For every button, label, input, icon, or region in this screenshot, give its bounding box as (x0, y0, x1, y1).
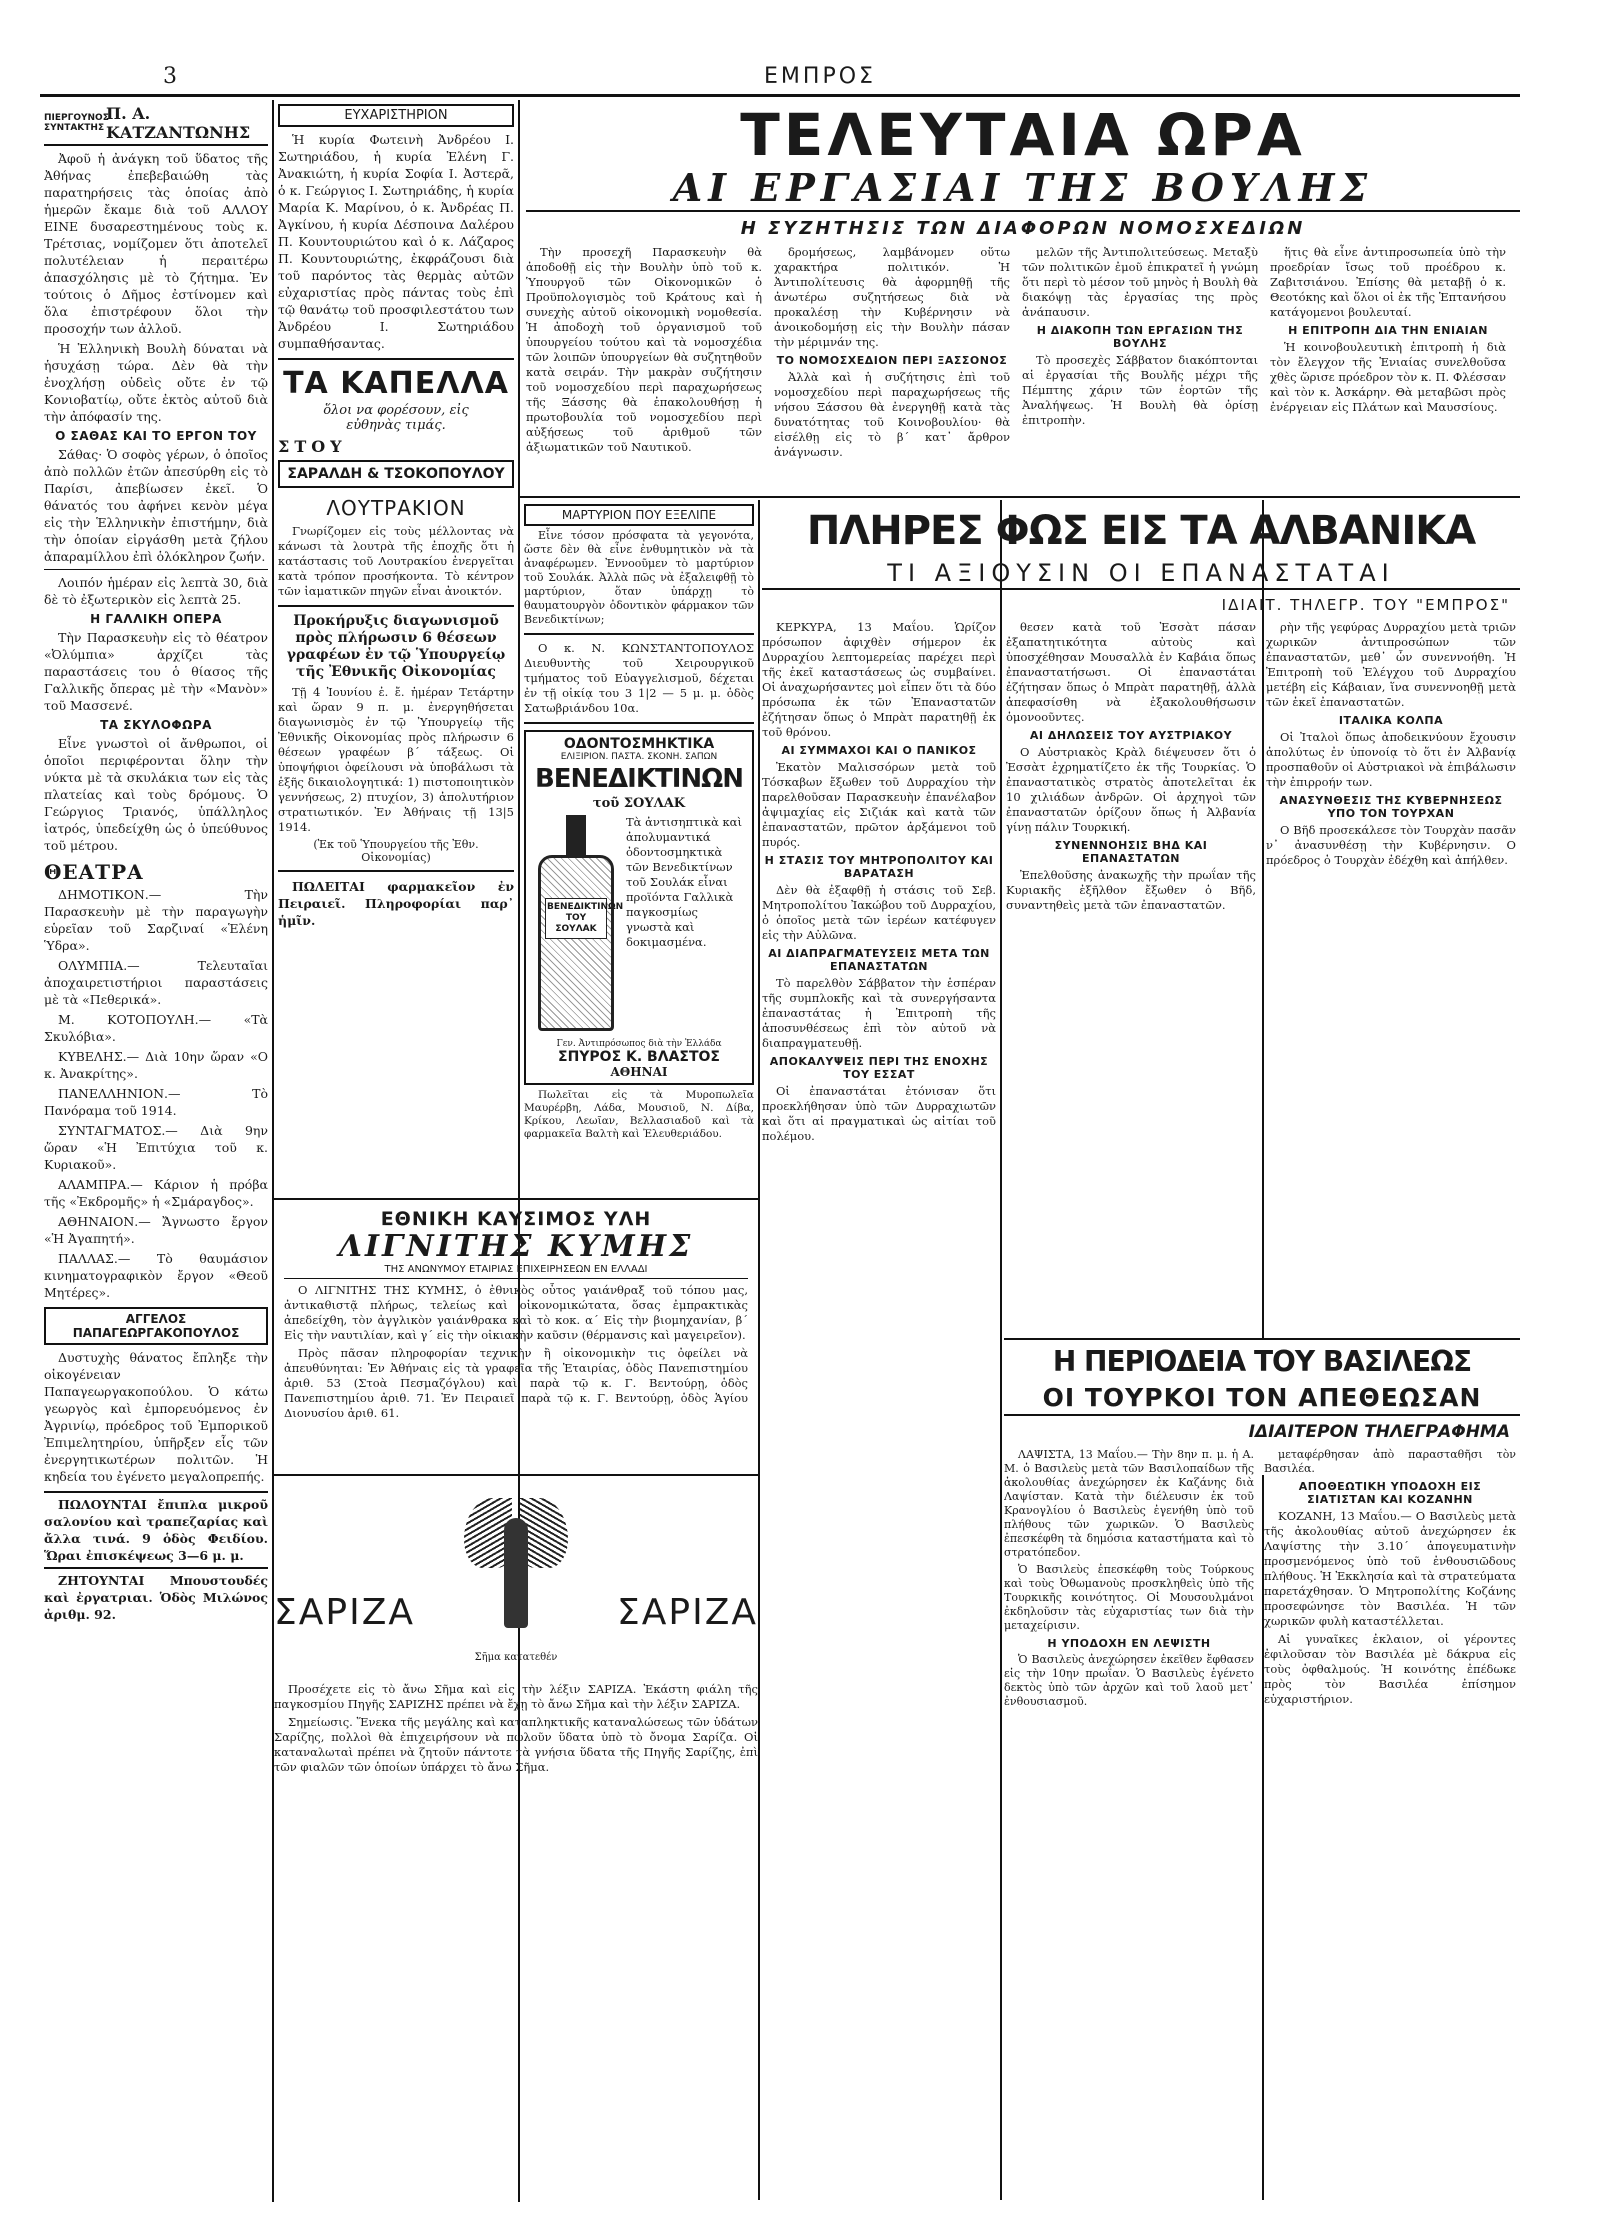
king-subtitle: ΟΙ ΤΟΥΡΚΟΙ ΤΟΝ ΑΠΕΘΕΩΣΑΝ (1004, 1382, 1520, 1416)
theatre-item: ΟΛΥΜΠΙΑ.— Τελευταῖαι ἀποχαιρετιστήριοι παραστάσεις μὲ τὰ «Πεθερικά». (44, 958, 268, 1007)
section-heading: Η ΣΤΑΣΙΣ ΤΟΥ ΜΗΤΡΟΠΟΛΙΤΟΥ ΚΑΙ ΒΑΡΑΤΑΣΗ (764, 854, 994, 880)
parliament-title: ΑΙ ΕΡΓΑΣΙΑΙ ΤΗΣ ΒΟΥΛΗΣ (526, 166, 1520, 212)
king-text: ΚΟΖΑΝΗ, 13 Μαΐου.— Ο Βασιλεὺς μετὰ τῆς ἀκολουθίας αὐτοῦ ἀνεχώρησεν ἐκ Λαψίστης τὴν 3.10΄ ἀπογευματινὴν προσμενόμενος ὑπὸ τοῦ ἐνθουσιῶδους πλήθους. Ἡ Ἐκκλησία καὶ τὰ στρατεύματα παρετάχθησαν. Ὁ Μητροπολίτης Κοζάνης προσεφώνησε τὸν Βασιλέα. Ἡ τῶν χωρικῶν φυλὴ καταστέλλεται. (1264, 1509, 1516, 1628)
parliament-text: Τὴν προσεχῆ Παρασκευὴν θὰ ἀποδοθῇ εἰς τὴν Βουλὴν ὑπὸ τοῦ κ. Ὑπουργοῦ τῶν Οἰκονομικῶν ὁ Προϋπολογισμὸς τοῦ Κράτους καὶ ἡ συνεχὴς αὐτοῦ οἰκονομικὴ νομοθεσία. Ἡ ἀποδοχὴ τοῦ ὀργανισμοῦ τοῦ ὑπουργείου τούτου καὶ τὰ νομοσχέδια τῶν λοιπῶν ὑπουργείων θὰ συζητηθοῦν κατὰ σειράν. Τὴν μακρὰν συζήτησιν τοῦ νομοσχεδίου περὶ παραχωρήσεως τῆς Ξάσσης θὰ ἐπακολουθήσῃ ἡ πρωτοβουλία τοῦ νομοσχεδίου περὶ αὐξήσεως τοῦ ἀριθμοῦ τῶν ἀξιωματικῶν τοῦ Ναυτικοῦ. (526, 245, 762, 454)
parliament-text: Ἡ κοινοβουλευτικὴ ἐπιτροπὴ ἡ διὰ τὸν ἔλεγχον τῆς Ἑνιαίας συνελθοῦσα χθὲς ὥρισε πρόεδρον τὸν κ. Π. Φλέσσαν καὶ τὸν κ. Ἀσκάρην. Θὰ μεταβῶσι πρὸς ἐνέργειαν εἰς Πλάτων καὶ Μαυσσίους. (1270, 340, 1506, 414)
coal-heading-3: ΤΗΣ ΑΝΩΝΥΜΟΥ ΕΤΑΙΡΙΑΣ ΕΠΙΧΕΙΡΗΣΕΩΝ ΕΝ ΕΛΛΑΔΙ (284, 1264, 748, 1279)
notice-sign: (Ἐκ τοῦ Ὑπουργείου τῆς Ἐθν. Οἰκονομίας) (313, 838, 479, 864)
bottle-label: ΒΕΝΕΔΙΚΤΙΝΩΝ ΤΟΥ ΣΟΥΛΑΚ (545, 898, 607, 939)
albanian-text: Δὲν θὰ ἐξαφθῇ ἡ στάσις τοῦ Σεβ. Μητροπολίτου Ἰακώβου τοῦ Δυρραχίου, ὁ ὁποῖος μετὰ τῶν ἰερέων κατέφυγεν εἰς τὴν Αὐλῶνα. (762, 883, 996, 942)
page-number: 3 (163, 64, 177, 89)
martyrion-text: Εἶνε τόσον πρόσφατα τὰ γεγονότα, ὥστε δὲν θὰ εἶνε ἐνθυμητικὸν νὰ τὰ ἀναφέρωμεν. Ἐννοοῦμεν τὸ μαρτύριον τοῦ Σουλάκ. Ἀλλὰ πῶς νὰ ἐξαλειφθῇ τὸ μαρτύριον, ὅταν ὑπάρχῃ τὸ θαυματουργὸν ὀδοντικὸν φάρμακον τῶν Βενεδικτίνων; (524, 529, 754, 626)
benedictine-ad (524, 730, 754, 1085)
ad-text: Τὰ ἀντισηπτικὰ καὶ ἀπολυμαντικά ὀδοντοσμηκτικὰ τῶν Βενεδικτίνων τοῦ Σουλάκ εἶναι προϊόντα Γαλλικὰ παγκοσμίως γνωστὰ καὶ δοκιμασμένα. (626, 815, 742, 949)
king-title: Η ΠΕΡΙΟΔΕΙΑ ΤΟΥ ΒΑΣΙΛΕΩΣ (1052, 1345, 1472, 1378)
albanian-text: Οἱ Ἰταλοὶ ὅπως ἀποδεικνύουν ἔχουσιν ἀπολύτως ἐν ὑπονοίᾳ τὸ ὅτι ἐν Ἀλβανίᾳ προσπαθοῦν οἱ Αὐστριακοὶ νὰ ἐπιβάλωσιν τὴν ἐπιρροήν των. (1266, 730, 1516, 789)
obituary-heading: ΑΓΓΕΛΟΣ ΠΑΠΑΓΕΩΡΓΑΚΟΠΟΥΛΟΣ (44, 1307, 268, 1345)
section-heading: ΑΠΟΚΑΛΥΨΕΙΣ ΠΕΡΙ ΤΗΣ ΕΝΟΧΗΣ ΤΟΥ ΕΣΣΑΤ (769, 1055, 989, 1081)
last-hour-title: ΤΕΛΕΥΤΑΙΑ ΩΡΑ (740, 104, 1306, 169)
theatre-item: ΠΑΝΕΛΛΗΝΙΟΝ.— Τὸ Πανόραμα τοῦ 1914. (44, 1086, 268, 1118)
parliament-text: Ἀλλὰ καὶ ἡ συζήτησις ἐπὶ τοῦ νομοσχεδίου περὶ παραχωρήσεως τῆς νήσου Ξάσσου θὰ ἐνεργηθῇ κατὰ τὰς δυνατότητας τοῦ Κοινοβουλίου· θὰ εἰσέλθῃ εἰς τὸ β΄ κατ᾽ ἄρθρον ἀνάγνωσιν. (774, 370, 1010, 459)
section-heading: ΑΠΟΘΕΩΤΙΚΗ ΥΠΟΔΟΧΗ ΕΙΣ ΣΙΑΤΙΣΤΑΝ ΚΑΙ ΚΟΖΑΝΗΝ (1298, 1480, 1482, 1506)
section-heading: ΤΑ ΣΚΥΛΟΦΩΡΑ (100, 718, 212, 732)
hat-ad-sub: ὅλοι να φορέσουν, εἰς εὐθηνὰς τιμάς. (323, 403, 469, 433)
agent-label: Γεν. Ἀντιπρόσωπος διὰ τὴν Ἑλλάδα (556, 1039, 722, 1049)
albanian-subtitle: ΤΙ ΑΞΙΟΥΣΙΝ ΟΙ ΕΠΑΝΑΣΤΑΤΑΙ (762, 558, 1520, 590)
agent-city: ΑΘΗΝΑΙ (610, 1065, 668, 1079)
sold-text: Πωλεῖται εἰς τὰ Μυροπωλεῖα Μαυρέρβη, Λάδα, Μουσιοῦ, Ν. Δίβα, Κρίκου, Λεωῖαν, Βελλασιαδοῦ καὶ τὰ φαρμακεῖα Βαλτὴ καὶ Ἐλευθεριάδου. (524, 1089, 754, 1140)
bottle-illustration (532, 815, 624, 1035)
theatres-heading: ΘΕΑΤΡΑ (44, 860, 144, 884)
col-rule-3 (758, 500, 760, 2200)
loutraki-heading: ΛΟΥΤΡΑΚΙΟΝ (326, 496, 466, 520)
section-heading: ΑΝΑΣΥΝΘΕΣΙΣ ΤΗΣ ΚΥΒΕΡΝΗΣΕΩΣ ΥΠΟ ΤΟΝ ΤΟΥΡΧΑΝ (1279, 794, 1503, 820)
king-section (1004, 1342, 1520, 2200)
hat-ad-title: ΤΑ ΚΑΠΕΛΛΑ (283, 366, 509, 401)
ad-brand-of: τοῦ ΣΟΥΛΑΚ (592, 796, 686, 811)
albanian-text: θεσεν κατὰ τοῦ Ἐσσὰτ πάσαν ἐξαπατητικότητα αὐτοὺς καὶ ὑποσχέθησαν Μουσαλλὰ ἐν Καβάια ὅπως ἐπαναστατήσωσι. Οἱ ἐπαναστάται ἐζήτησαν ὅπως ὁ Μπρὰτ παρατηθῇ, ἀλλὰ ἀπεφασίσθη νὰ ἐξακολουθήσωσιν ὁμονοοῦντες. (1006, 620, 1256, 724)
albanian-telegram: ΙΔΙΑΙΤ. ΤΗΛΕΓΡ. ΤΟΥ "ΕΜΠΡΟΣ" (1221, 596, 1510, 614)
notice-text: Τῇ 4 Ἰουνίου ἐ. ἔ. ἡμέραν Τετάρτην καὶ ὥραν 9 π. μ. ἐνεργηθήσεται διαγωνισμὸς ἐν τῷ Ὑπουργείῳ τῆς Ἐθνικῆς Οἰκονομίας πρὸς πλήρωσιν 6 θέσεων γραφέων β΄ τάξεως. Οἱ ὑποψήφιοι ὀφείλουσι νὰ ὑποβάλωσι τὰ ἑξῆς δικαιολογητικά: 1) πιστοποιητικὸν γεννήσεως, 2) πτυχίον, 3) ἀπολυτήριον στρατιωτικόν. Ἐν Ἀθήναις τῇ 13|5 1914. (278, 685, 514, 834)
col1-paragraph: Ἡ Ἑλληνικὴ Βουλὴ δύναται νὰ ἡσυχάσῃ τώρα. Δὲν θὰ τὴν ἐνοχλήσῃ οὐδεὶς οὔτε ἐν τῷ Κονιοβατίῳ, οὔτε ἐκτὸς αὐτοῦ διὰ τὴν ἀπόφασίν της. (44, 341, 268, 424)
col1-paragraph: Δυστυχὴς θάνατος ἔπληξε τὴν οἰκογένειαν Παπαγεωργακοπούλου. Ὁ κάτω γεωργὸς καὶ ἐμπορευόμενος ἐν Ἀγρινίῳ, πρόεδρος τοῦ Ἐμπορικοῦ Ἐπιμελητηρίου, ὑπῆρξεν εἷς τῶν ἐνεργητικωτέρων πολιτῶν. Ἡ κηδεία του ἐγένετο μεγαλοπρεπής. (44, 1350, 268, 1484)
coal-ad (274, 1198, 758, 1476)
albanian-text: Ἐπελθοῦσης ἀνακωχῆς τὴν πρωΐαν τῆς Κυριακῆς ἐξῆλθον ἔξωθεν ὁ Βῆδ, συναντηθεὶς μετὰ τῶν ἐπαναστατῶν. (1006, 868, 1256, 912)
thanks-heading: ΕΥΧΑΡΙΣΤΗΡΙΟΝ (278, 104, 514, 127)
theatre-item: ΣΥΝΤΑΓΜΑΤΟΣ.— Διὰ 9ην ὥραν «Ἡ Ἐπιτύχια τοῦ κ. Κυριακοῦ». (44, 1123, 268, 1172)
section-heading: ΑΙ ΔΗΛΩΣΕΙΣ ΤΟΥ ΑΥΣΤΡΙΑΚΟΥ (1029, 729, 1233, 742)
last-hour-section (526, 104, 1520, 492)
sariza-text: Σημείωσις. Ἕνεκα τῆς μεγάλης καὶ καταπληκτικῆς καταναλώσεως τῶν ὑδάτων Σαρίζης, πολλοὶ θὰ ἐπιχειρήσουν νὰ πωλοῦν ὕδατα ὑπὸ τὸ ὄνομα Σαρίζα. Οἱ καταναλωταὶ πρέπει νὰ ζητοῦν πάντοτε τὰ γνήσια ὕδατα τῆς Πηγῆς Σαρίζης, ἐπὶ τῶν φιαλῶν τῶν ὁποίων ὑπάρχει τὸ ἄνω Σῆμα. (274, 1715, 758, 1774)
notice-title: Προκήρυξις διαγωνισμοῦ πρὸς πλήρωσιν 6 θέσεων γραφέων ἐν τῷ Ὑπουργείῳ τῆς Ἐθνικῆς Οἰκονομίας (286, 613, 506, 680)
pharmacy-ad: ΠΩΛΕΙΤΑΙ φαρμακεῖον ἐν Πειραιεῖ. Πληροφορίαι παρ᾽ ἡμῖν. (278, 879, 514, 928)
section-heading: ΙΤΑΛΙΚΑ ΚΟΛΠΑ (1338, 714, 1444, 727)
col1-paragraph: Ἀφοῦ ἡ ἀνάγκη τοῦ ὕδατος τῆς Ἀθήνας ἐπεβεβαιώθη τὰς παρατηρήσεις τὰς ὁποίας ἀπὸ ἡμερῶν ἔκαμε διὰ τοῦ ΑΛΛΟΥ ΕΙΝΕ δυσαρεστημένους τοὺς κ. Τρέτσιας, νομίζομεν ὅτι ἀποτελεῖ πολυτέλειαν ἡ περαιτέρω ἀπασχόλησις μὲ τὸ ζήτημα. Ἐν τούτοις ὁ Δῆμος ἐστίνομεν καὶ ὅλα ἐπιστρέφουν ὅλοι τὴν προσοχήν των ἀλλοῦ. (44, 151, 268, 336)
albanian-text: Ο Βῆδ προσεκάλεσε τὸν Τουρχὰν πασᾶν ν᾽ ἀνασυνθέσῃ τὴν Κυβέρνησιν. Ο πρόεδρος ὁ Τουρχὰν ἐδέχθη καὶ ἀπήλθεν. (1266, 823, 1516, 867)
theatre-item: ΠΑΛΛΑΣ.— Τὸ θαυμάσιον κινηματογραφικὸν ἔργον «Θεοῦ Μητέρες». (44, 1251, 268, 1300)
hat-ad-stou: ΣΤΟΥ (278, 437, 347, 456)
albanian-section (762, 504, 1520, 1334)
theatre-item: ΚΥΒΕΛΗΣ.— Διὰ 10ην ὥραν «Ο κ. Ἀνακρίτης». (44, 1049, 268, 1081)
sariza-ad (274, 1482, 758, 2200)
col1-paragraph: Εἶνε γνωστοὶ οἱ ἄνθρωποι, οἱ ὁποῖοι περιφέρονται ὅλην τὴν νύκτα μὲ τὰ σκυλάκια των εἰς τὰς πλατείας καὶ τοὺς δρόμους. Ὁ Γεώργιος Τριανός, ὑπάλληλος ἰατρός, ὑπεδείχθη ὡς ὁ ὑπεύθυνος τοῦ μέτρου. (44, 736, 268, 853)
albanian-text: Ο Αὐστριακὸς Κρὰλ διέψευσεν ὅτι ὁ Ἐσσὰτ ἐχρηματίζετο ἐκ τῆς Τουρκίας. Ὁ ἐπαναστατικὸς στρατὸς ἀποτελεῖται ἐκ 10 χιλιάδων ἀνδρῶν. Οἱ ἀρχηγοὶ τῶν ἐπαναστατῶν ὁρίζουν ὅπως ἡ Ἀλβανία γίνῃ πάλιν Τουρκική. (1006, 745, 1256, 834)
angel-logo (464, 1488, 568, 1638)
albanian-text: Τὸ παρελθὸν Σάββατον τὴν ἑσπέραν τῆς συμπλοκῆς καὶ τὰ συνεργήσαντα ἐπαναστάτας ἡ Ἐπιτροπὴ τῆς ἀποσυνθέσεως ἐπὶ τὸν αὐτοῦ νὰ διαπραγματευθῇ. (762, 976, 996, 1050)
theatres-list (44, 886, 268, 1301)
theatre-item: Μ. ΚΟΤΟΠΟΥΛΗ.— «Τὰ Σκυλόβια». (44, 1012, 268, 1044)
king-text: Ὁ Βασιλεὺς ἐπεσκέφθη τοὺς Τούρκους καὶ τοὺς Ὀθωμανοὺς προσκληθεὶς ὑπὸ τῆς Τουρκικῆς κοινότητος. Οἱ Μουσουλμάνοι ἐκδηλοῦσιν τὰς εὐχαριστίας των διὰ τὴν μεταχείρισιν. (1004, 1563, 1254, 1632)
parliament-subtitle: Η ΣΥΖΗΤΗΣΙΣ ΤΩΝ ΔΙΑΦΟΡΩΝ ΝΟΜΟΣΧΕΔΙΩΝ (740, 218, 1306, 239)
section-rule (1004, 1338, 1520, 1340)
theatre-item: ΑΘΗΝΑΙΟΝ.— Ἄγνωστο ἔργον «Ἡ Ἀγαπητή». (44, 1214, 268, 1246)
hat-ad (278, 366, 514, 488)
ad-odont: ΟΔΟΝΤΟΣΜΗΚΤΙΚΑ (563, 736, 715, 752)
col1-paragraph: Σάθας· Ὁ σοφὸς γέρων, ὁ ὁποῖος ἀπὸ πολλῶν ἐτῶν ἀπεσύρθη εἰς τὸ Παρίσι, ἀπεβίωσεν ἐκεῖ. Ὁ θάνατός του ἀφήνει κενὸν μέγα εἰς τὴν Ἑλληνικὴν ἐπιστήμην, διὰ τὴν ὁποίαν εἰργάσθη μετὰ ζήλου ἀπαραμίλλου ἐπὶ ὁλόκληρον ζωήν. (44, 447, 268, 564)
byline (44, 104, 268, 146)
masthead-rule (40, 94, 1520, 97)
section-heading: Η ΔΙΑΚΟΠΗ ΤΩΝ ΕΡΓΑΣΙΩΝ ΤΗΣ ΒΟΥΛΗΣ (1036, 324, 1244, 350)
agent-name: ΣΠΥΡΟΣ Κ. ΒΛΑΣΤΟΣ (558, 1049, 720, 1065)
section-heading: Ο ΣΑΘΑΣ ΚΑΙ ΤΟ ΕΡΓΟΝ ΤΟΥ (55, 429, 257, 443)
martyrion-heading: ΜΑΡΤΥΡΙΟΝ ΠΟΥ ΕΞΕΛΙΠΕ (524, 504, 754, 526)
king-text: Αἱ γυναῖκες ἐκλαιον, οἱ γέροντες ἐφιλοῦσαν τὸν Βασιλέα μὲ δάκρυα εἰς τοὺς ὀφθαλμούς. Ἡ κοινότης ἐπέδωκε πρὸς τὸν Βασιλέα ἐπίσημον εὐχαριστήριον. (1264, 1632, 1516, 1706)
sariza-text: Προσέχετε εἰς τὸ ἄνω Σῆμα καὶ εἰς τὴν λέξιν ΣΑΡΙΖΑ. Ἐκάστη φιάλη τῆς παγκοσμίου Πηγῆς ΣΑΡΙΖΗΣ πρέπει νὰ ἔχῃ τὸ ἄνω Σῆμα καὶ τὴν λέξιν ΣΑΡΙΖΑ. (274, 1682, 758, 1711)
albanian-text: ρὴν τῆς γεφύρας Δυρραχίου μετὰ τριῶν χωρικῶν ἀντιπροσώπων τῶν ἐπαναστατῶν, μεθ᾽ ὧν συνεννοήθη. Ἡ Ἐπιτροπὴ τοῦ Ἐλέγχου τοῦ Δυρραχίου μετέβη εἰς Κάβαιαν, ἵνα συνεννοηθῇ μετὰ τῶν ἐκεῖ ἐπαναστατῶν. (1266, 620, 1516, 709)
albanian-text: ΚΕΡΚΥΡΑ, 13 Μαΐου. Ὡρίζον πρόσωπον ἀφιχθὲν σήμερον ἐκ Δυρραχίου λεπτομερείας παρέχει περὶ τῆς ἐκεῖ καταστάσεως ὡς συμβαίνει. Οἱ ἀναχωρήσαντες μοὶ εἶπεν ὅτι τὰ δύο πρόσωπα ἐκ τῶν Ἐπαναστατῶν ἐζήτησαν ὅπως ὁ Μπρὰτ παρατηθῇ ἐκ τοῦ θρόνου. (762, 620, 996, 739)
sariza-caption: Σῆμα κατατεθέν (474, 1652, 558, 1663)
albanian-text: Ἐκατὸν Μαλισσόρων μετὰ τοῦ Τόσκαβων ἔξωθεν τοῦ Δυρραχίου τὴν παρελθοῦσαν Παρασκευὴν ἐπανέλαβον ἀψιμαχίας εἰς Σιζιάκ καὶ κατὰ τῶν ἐπαναστατῶν, πρῶτον ἀρξάμενοι τοῦ πυρός. (762, 760, 996, 849)
column-1 (44, 104, 268, 2200)
sariza-word-left: ΣΑΡΙΖΑ (274, 1592, 415, 1633)
coal-text: Πρὸς πᾶσαν πληροφορίαν τεχνικὴν ἢ οἰκονομικὴν τις ὀφείλει νὰ ἀπευθύνηται: Ἐν Ἀθήναις εἰς τὰ γραφεῖα τῆς Ἑταιρίας, ὁδὸς Πανεπιστημίου ἀριθ. 53 (Στοὰ Πεσμαζόγλου) καὶ παρὰ τῷ κ. Γ. Βεντούρῃ, ὁδὸς Πανεπιστημίου ἀριθ. 71. Ἐν Πειραιεῖ παρὰ τῷ κ. Γ. Βεντούρῃ, ὁδὸς Ἁγίου Διονυσίου ἀριθ. 61. (284, 1346, 748, 1420)
king-text: μεταφέρθησαν ἀπὸ παρασταθῆσι τὸν Βασιλέα. (1264, 1448, 1516, 1475)
king-telegram: ΙΔΙΑΙΤΕΡΟΝ ΤΗΛΕΓΡΑΦΗΜΑ (1248, 1422, 1510, 1442)
section-heading: ΣΥΝΕΝΝΟΗΣΙΣ ΒΗΔ ΚΑΙ ΕΠΑΝΑΣΤΑΤΩΝ (1054, 839, 1208, 865)
section-rule (520, 496, 1520, 498)
parliament-text: ἥτις θὰ εἶνε ἀντιπροσωπεία ὑπὸ τὴν προεδρίαν ἴσως τοῦ προέδρου κ. Ζαβιτσιάνου. Ἐπίσης θὰ μεταβῇ ὁ κ. Θεοτόκης καὶ ὅλοι οἱ ἐκ τῆς Ἑπτανήσου κατάγομενοι βουλευταί. (1270, 245, 1506, 319)
masthead-title: ΕΜΠΡΟΣ (764, 64, 876, 89)
section-heading: ΤΟ ΝΟΜΟΣΧΕΔΙΟΝ ΠΕΡΙ ΞΑΣΣΟΝΟΣ (776, 354, 1008, 367)
classified-ad: ΖΗΤΟΥΝΤΑΙ Μπουστουδές καὶ ἐργατριαι. Ὁδὸς Μιλώνος ἀριθμ. 92. (44, 1573, 268, 1622)
parliament-text: μελῶν τῆς Ἀντιπολιτεύσεως. Μεταξὺ τῶν πολιτικῶν ἐμοῦ ἐπικρατεῖ ἡ γνώμη ὅτι περὶ τὸ μέσον τοῦ μηνὸς ἡ Βουλὴ θὰ διακόψῃ τὰς ἐργασίας της πρὸς ἀνάπαυσιν. (1022, 245, 1258, 319)
byline-name: Π. Α. ΚΑΤΖΑΝΤΩΝΗΣ (106, 104, 251, 142)
albanian-title: ΠΛΗΡΕΣ ΦΩΣ ΕΙΣ ΤΑ ΑΛΒΑΝΙΚΑ (806, 508, 1476, 554)
theatre-item: ΔΗΜΟΤΙΚΟΝ.— Τὴν Παρασκευὴν μὲ τὴν παραγωγὴν εὑρεῖαν τοῦ Σαρζιναί «Ἑλένη Ὑδρα». (44, 887, 268, 953)
parliament-text: Τὸ προσεχὲς Σάββατον διακόπτονται αἱ ἐργασίαι τῆς Βουλῆς μέχρι τῆς Πέμπτης χάριν τῶν ἑορτῶν τῆς Ἀναλήψεως. Ἡ Βουλὴ θὰ ὁρίσῃ ἐπιτροπὴν. (1022, 353, 1258, 427)
col1-paragraph: Λοιπόν ἡμέραν εἰς λεπτὰ 30, διὰ δὲ τὸ ἐξωτερικὸν εἰς λεπτὰ 25. (44, 575, 268, 607)
column-3 (524, 504, 754, 1194)
section-heading: Η ΥΠΟΔΟΧΗ ΕΝ ΛΕΨΙΣΤΗ (1047, 1637, 1211, 1650)
dentist-ad: Ο κ. Ν. ΚΩΝΣΤΑΝΤΟΠΟΥΛΟΣ Διευθυντὴς τοῦ Χειρουργικοῦ τμήματος τοῦ Εὐαγγελισμοῦ, δέχεται ἐν τῇ οἰκίᾳ του 3 1|2 — 5 μ. μ. ὁδὸς Σατωβριάνδου 10α. (524, 641, 754, 715)
col1-paragraph: Τὴν Παρασκευὴν εἰς τὸ θέατρον «Ὀλύμπια» ἀρχίζει τὰς παραστάσεις του ὁ θίασος τῆς Γαλλικῆς ὄπερας μὲ τὴν «Μανὸν» τοῦ Μασσενέ. (44, 630, 268, 713)
angel-body-icon (504, 1518, 528, 1628)
bottle-neck-icon (566, 815, 586, 855)
albanian-text: Οἱ ἐπαναστάται ἐτόνισαν ὅτι προεκλήθησαν ὑπὸ τῶν Δυρραχιωτῶν καὶ ὅτι αἱ πραγματικαὶ ὡς αἰτίαι τοῦ πολέμου. (762, 1084, 996, 1143)
loutraki-text: Γνωρίζομεν εἰς τοὺς μέλλοντας νὰ κάνωσι τὰ λουτρὰ τῆς ἐποχῆς ὅτι ἡ κατάστασις τοῦ Λουτρακίου ἐνεργεῖται κατὰ τρόπον προσήκοντα. Τὸ κέντρον τῶν ἰαματικῶν πηγῶν εἶναι ἀνοικτόν. (278, 524, 514, 598)
coal-text: Ο ΛΙΓΝΙΤΗΣ ΤΗΣ ΚΥΜΗΣ, ὁ ἐθνικὸς οὗτος γαιάνθραξ τοῦ τόπου μας, ἀντικαθιστᾷ πλήρως, τελείως καὶ οἰκονομικώτατα, ὅσας ἐμπρακτικὰς ἀπεδείχθη, τὸν ἀγγλικὸν γαιάνθρακα καὶ τὸ κοκ. α΄ Εἰς τὴν βιομηχανίαν, β΄ Εἰς τὴν ναυτιλίαν, καὶ γ΄ εἰς τὴν οἰκιακὴν καῦσιν (θέρμανσις καὶ μαγειρεῖον). (284, 1283, 748, 1342)
section-heading: ΑΙ ΣΥΜΜΑΧΟΙ ΚΑΙ Ο ΠΑΝΙΚΟΣ (781, 744, 977, 757)
sariza-word-right: ΣΑΡΙΖΑ (617, 1592, 758, 1633)
ad-brand: ΒΕΝΕΔΙΚΤΙΝΩΝ (534, 764, 744, 794)
parliament-text: δρομήσεως, λαμβάνομεν οὕτω χαρακτήρα πολιτικόν. Ἡ Ἀντιπολίτευσις θὰ ἀφορμηθῇ τῆς ἀνωτέρω συζητήσεως διὰ νὰ προκαλέσῃ τὴν Κυβέρνησιν νὰ ἀνοικοδομήσῃ εἰς τὴν Βουλὴν πάσαν τὴν μέριμνάν της. (774, 245, 1010, 349)
ad-odont-sub: ΕΛΙΞΙΡΙΟΝ. ΠΑΣΤΑ. ΣΚΟΝΗ. ΣΑΠΩΝ (560, 752, 718, 762)
byline-label: ΠΙΕΡΓΟΥΝΟΣ ΣΥΝΤΑΚΤΗΣ (44, 113, 109, 133)
coal-heading-2: ΛΙΓΝΙΤΗΣ ΚΥΜΗΣ (338, 1229, 694, 1264)
section-heading: Η ΓΑΛΛΙΚΗ ΟΠΕΡΑ (90, 612, 222, 626)
hat-ad-brand: ΣΑΡΑΛΔΗ & ΤΣΟΚΟΠΟΥΛΟΥ (278, 460, 514, 488)
section-heading: Η ΕΠΙΤΡΟΠΗ ΔΙΑ ΤΗΝ ΕΝΙΑΙΑΝ (1288, 324, 1488, 337)
section-heading: ΑΙ ΔΙΑΠΡΑΓΜΑΤΕΥΣΕΙΣ ΜΕΤΑ ΤΩΝ ΕΠΑΝΑΣΤΑΤΩΝ (768, 947, 990, 973)
classified-ad: ΠΩΛΟΥΝΤΑΙ ἔπιπλα μικροῦ σαλονίου καὶ τραπεζαρίας καὶ ἄλλα τινά. 9 ὁδὸς Φειδίου. Ὥραι ἐπισκέψεως 3—6 μ. μ. (44, 1497, 268, 1563)
king-text: ΛΑΨΙΣΤΑ, 13 Μαΐου.— Τὴν 8ην π. μ. ἡ Α. Μ. ὁ Βασιλεὺς μετὰ τῶν Βασιλοπαίδων τῆς ἀκολουθίας ἀνεχώρησεν ἐκ Καζάνης διὰ Λαψίσταν. Κατὰ τὴν διέλευσιν ἐκ τοῦ Κρανογλίου ὁ Βασιλεὺς ἐγενήθη ὑπὸ τοῦ πλήθους τῶν χωρικῶν. Ὁ Βασιλεὺς ἐπεσκέφθη τὰ δημόσια καταστήματα καὶ τὸ στρατόπεδον. (1004, 1448, 1254, 1559)
theatre-item: ΑΛΑΜΠΡΑ.— Κάριον ἡ πρόβα τῆς «Ἐκδρομῆς» ἡ «Σμάραγδος». (44, 1177, 268, 1209)
bottle-body-icon (538, 855, 624, 1031)
thanks-text: Ἡ κυρία Φωτεινὴ Ἀνδρέου Ι. Σωτηριάδου, ἡ κυρία Ἑλένη Γ. Ἀνακιώτη, ἡ κυρία Σοφία Ι. Ἀστερᾶ, ὁ κ. Γεώργιος Ι. Σωτηριάδης, ἡ κυρία Μαρία Κ. Μαρίνου, ὁ κ. Ἀνδρέας Π. Ἀγκίνου, ἡ κυρία Δέσποινα Δαλέρου Π. Κουντουριώτου καὶ ὁ κ. Λάζαρος Π. Κουντουριώτης, ἐκφράζουσι διὰ τοῦ παρόντος τὰς θερμὰς αὐτῶν εὐχαριστίας πρὸς πάντας τοὺς ἐπὶ τῷ θανάτῳ τοῦ προσφιλεστάτου των Ἀνδρέου Ι. Σωτηριάδου συμπαθήσαντας. (278, 132, 514, 351)
king-text: Ὁ Βασιλεὺς ἀνεχώρησεν ἐκεῖθεν ἔφθασεν εἰς τὴν 10ην πρωΐαν. Ὁ Βασιλεὺς ἐγένετο δεκτὸς ὑπὸ τῶν ἀρχῶν καὶ τοῦ λαοῦ μετ᾽ ἐνθουσιασμοῦ. (1004, 1653, 1254, 1708)
coal-heading-1: ΕΘΝΙΚΗ ΚΑΥΣΙΜΟΣ ΥΛΗ (380, 1208, 652, 1230)
